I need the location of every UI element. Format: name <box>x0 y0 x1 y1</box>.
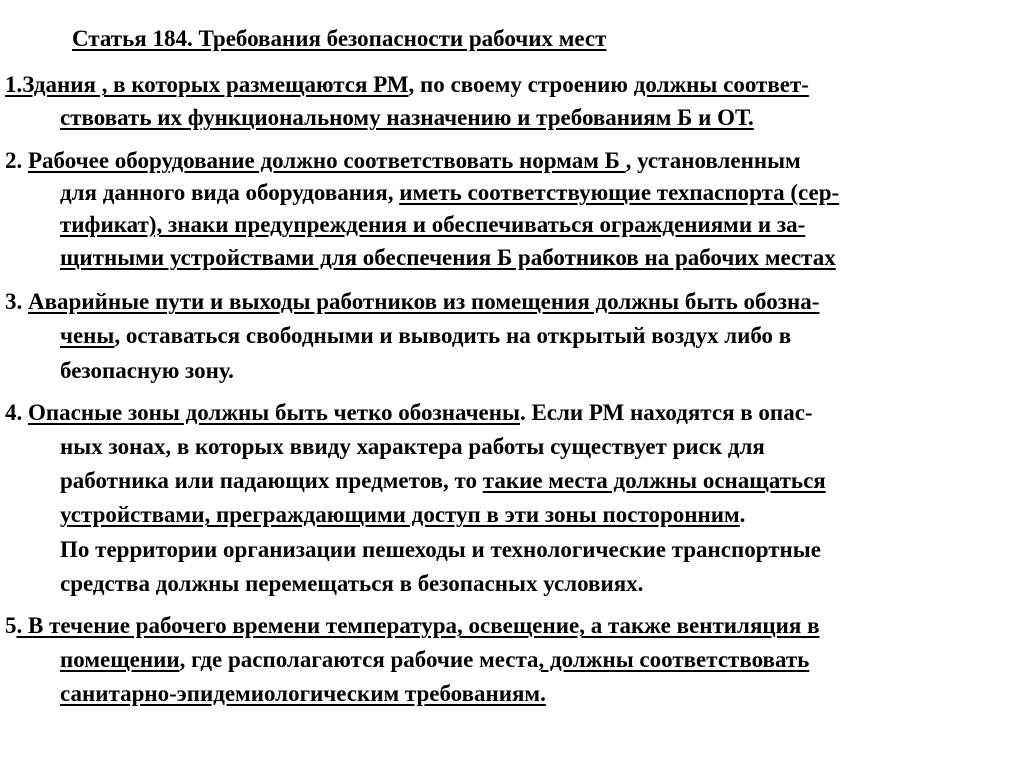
plain-text: работника или падающих предметов, то <box>60 468 483 493</box>
plain-text: для данного вида оборудования, <box>60 180 400 205</box>
text-line <box>5 70 809 100</box>
text-line <box>5 146 801 176</box>
underlined-text: щитными устройствами для обеспечения Б работников на рабочих местах <box>60 245 836 270</box>
plain-text: 4. <box>5 400 28 425</box>
text-line <box>60 210 805 240</box>
plain-text: 2. <box>5 148 28 173</box>
plain-text: ных зонах, в которых ввиду характера работы существует риск для <box>60 434 765 459</box>
text-line <box>60 466 826 496</box>
text-line <box>60 569 643 599</box>
text-line <box>5 611 820 641</box>
text-line <box>60 432 765 462</box>
underlined-text: Опасные зоны должны быть четко обозначены <box>28 400 520 425</box>
plain-text: безопасную зону. <box>60 358 234 383</box>
text-line <box>60 321 791 351</box>
plain-text: средства должны перемещаться в безопасных условиях. <box>60 571 644 596</box>
underlined-text: устройствами, преграждающими доступ в эти зоны посторонним <box>60 502 740 527</box>
text-line <box>60 645 809 675</box>
plain-text: По территории организации пешеходы и технологические транспортные <box>60 537 821 562</box>
underlined-text: тификат), знаки предупреждения и обеспечиваться ограждениями и за- <box>60 212 806 237</box>
plain-text: , установленным <box>625 148 801 173</box>
underlined-text: . В течение рабочего времени температура, освещение, а также вентиляция в <box>16 613 820 638</box>
text-line <box>60 500 745 530</box>
underlined-text: чены <box>60 323 115 348</box>
text-line <box>60 356 234 386</box>
underlined-text: помещении <box>60 647 180 672</box>
plain-text: , оставаться свободными и выводить на открытый воздух либо в <box>114 323 792 348</box>
underlined-text: Аварийные пути и выходы работников из помещения должны быть обозна- <box>28 289 820 314</box>
underlined-text: иметь соответствующие техпаспорта (сер- <box>399 180 840 205</box>
text-line <box>5 398 813 428</box>
plain-text: . <box>739 502 746 527</box>
underlined-text: 1.Здания , в которых размещаются РМ <box>5 72 409 97</box>
underlined-text: , должны соответствовать <box>538 647 810 672</box>
plain-text: 5 <box>5 613 17 638</box>
text-line <box>60 178 839 208</box>
text-line <box>60 535 821 565</box>
underlined-text: ствовать их функциональному назначению и требованиям Б и ОТ. <box>60 105 754 130</box>
page-title: Статья 184. Требования безопасности рабочих мест <box>72 26 607 51</box>
underlined-text: должны соответ- <box>633 72 809 97</box>
text-line <box>60 243 836 273</box>
plain-text: 3. <box>5 289 28 314</box>
text-line <box>60 679 546 709</box>
underlined-text: санитарно-эпидемиологическим требованиям. <box>60 681 546 706</box>
underlined-text: такие места должны оснащаться <box>482 468 826 493</box>
plain-text: . Если РМ находятся в опас- <box>519 400 813 425</box>
plain-text: , где располагаются рабочие места <box>179 647 539 672</box>
text-line <box>5 287 819 317</box>
text-line <box>60 103 754 133</box>
plain-text: , по своему строению <box>408 72 634 97</box>
underlined-text: Рабочее оборудование должно соответствовать нормам Б <box>28 148 626 173</box>
